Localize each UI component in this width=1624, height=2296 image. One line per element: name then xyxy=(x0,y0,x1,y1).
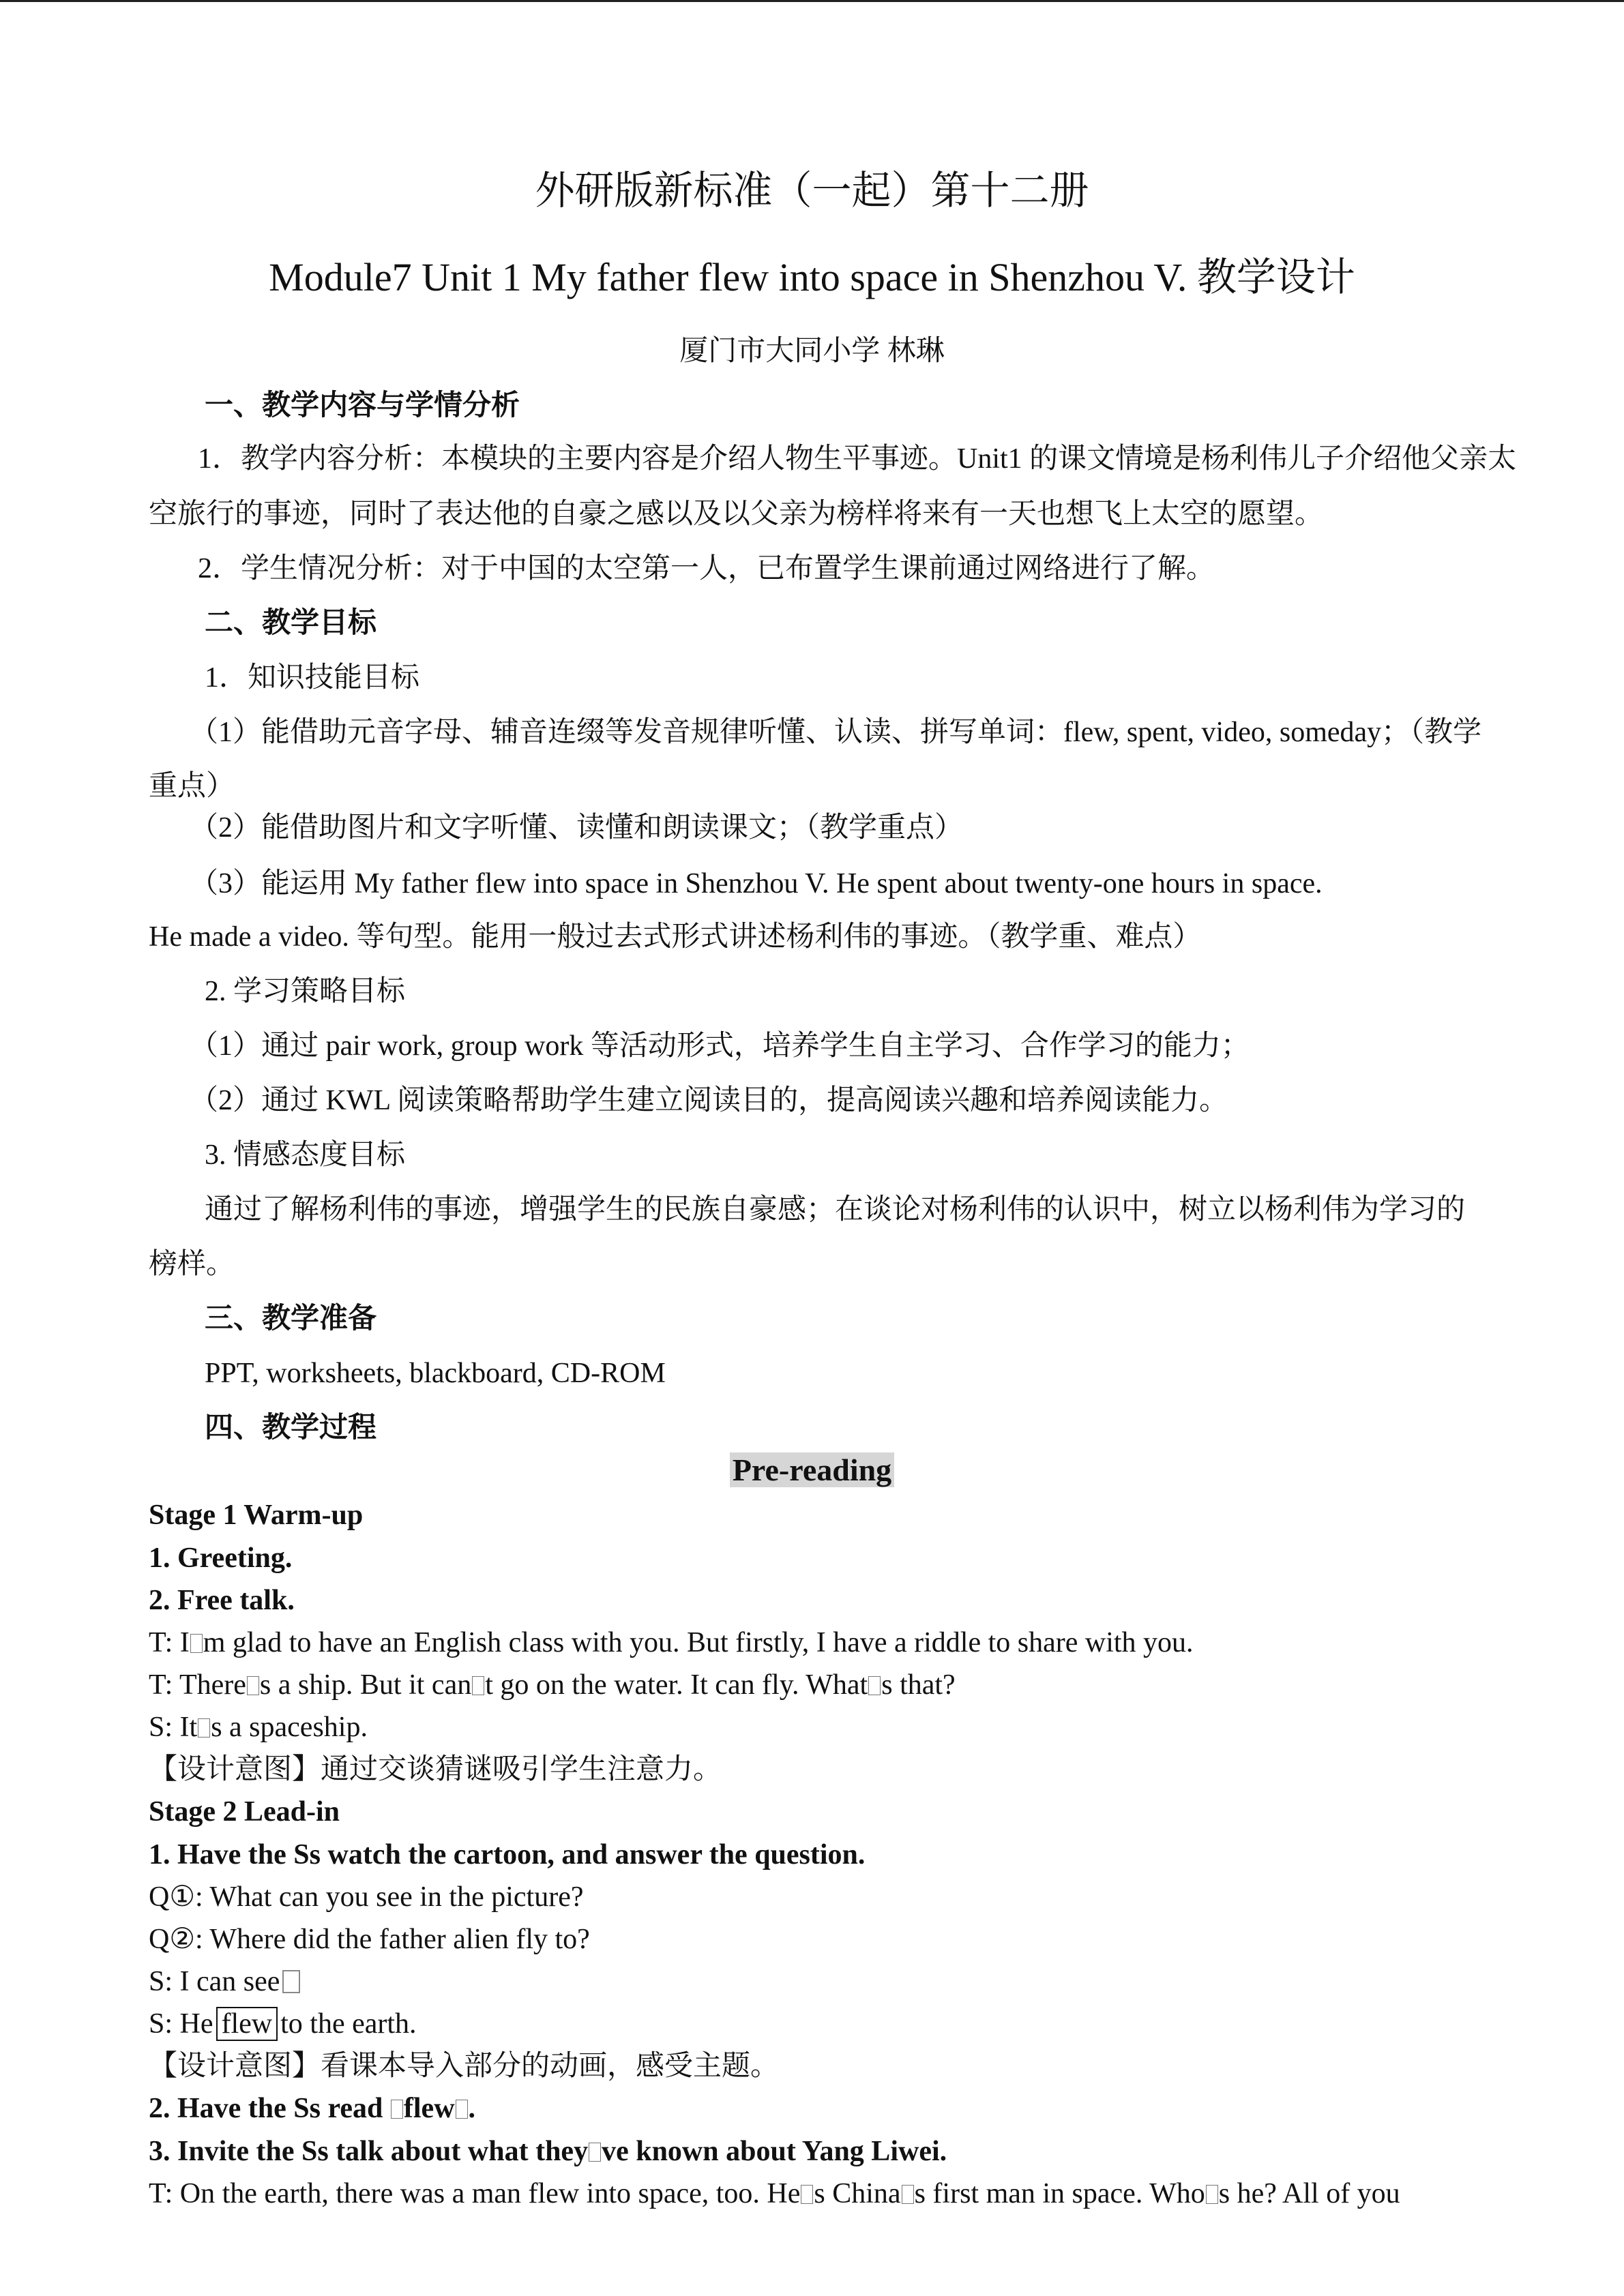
answer-text: to the earth. xyxy=(280,2008,417,2040)
missing-glyph-icon xyxy=(801,2185,813,2204)
missing-glyph-icon xyxy=(198,1718,210,1738)
dialogue-text: s a ship. But it can xyxy=(259,1669,472,1701)
missing-glyph-icon xyxy=(589,2143,601,2162)
document-title: 外研版新标准（一起）第十二册 xyxy=(535,168,1089,213)
answer-1 xyxy=(149,1963,300,2001)
phase-heading xyxy=(0,1451,1624,1489)
knowledge-goal-heading: 1．知识技能目标 xyxy=(205,662,420,694)
dialogue-teacher-2 xyxy=(149,1666,956,1704)
missing-glyph-icon xyxy=(391,2100,403,2119)
step-text: 2. Have the Ss read xyxy=(149,2093,390,2124)
step-text: . xyxy=(468,2093,476,2124)
strategy-goal-heading: 2. 学习策略目标 xyxy=(205,976,406,1007)
missing-glyph-icon xyxy=(868,1676,881,1695)
dialogue-text: m glad to have an English class with you. But firstly, I have a riddle to share with you. xyxy=(203,1627,1194,1658)
dialogue-text: T: I xyxy=(149,1627,190,1658)
missing-glyph-icon xyxy=(456,2100,468,2119)
materials-list: PPT, worksheets, blackboard, CD-ROM xyxy=(205,1358,666,1389)
knowledge-goal-3-line2: He made a video. 等句型。能用一般过去式形式讲述杨利伟的事迹。（教学重、难点） xyxy=(149,921,1202,953)
author-line: 厦门市大同小学 林琳 xyxy=(679,336,945,367)
design-intent-2: 【设计意图】看课本导入部分的动画，感受主题。 xyxy=(149,2051,780,2082)
section-4-heading: 四、教学过程 xyxy=(205,1412,377,1444)
knowledge-goal-2: （2）能借助图片和文字听懂、读懂和朗读课文；（教学重点） xyxy=(190,812,964,844)
section-2-heading: 二、教学目标 xyxy=(205,608,377,639)
document-subtitle: Module7 Unit 1 My father flew into space in Shenzhou V. 教学设计 xyxy=(269,255,1355,299)
content-analysis-line1: 1．教学内容分析：本模块的主要内容是介绍人物生平事迹。Unit1 的课文情境是杨利伟儿子介绍他父亲太 xyxy=(198,443,1517,475)
content-analysis-line2: 空旅行的事迹，同时了表达他的自豪之感以及以父亲为榜样将来有一天也想飞上太空的愿望。 xyxy=(149,498,1324,530)
step-text: 3. Invite the Ss talk about what they xyxy=(149,2136,589,2167)
step-free-talk: 2. Free talk. xyxy=(149,1585,295,1616)
emotion-goal-line1: 通过了解杨利伟的事迹，增强学生的民族自豪感；在谈论对杨利伟的认识中，树立以杨利伟为学习的 xyxy=(205,1194,1466,1225)
dialogue-text: t go on the water. It can fly. What xyxy=(485,1669,868,1701)
step-watch-cartoon: 1. Have the Ss watch the cartoon, and answer the question. xyxy=(149,1839,866,1870)
answer-2 xyxy=(149,2005,417,2043)
design-intent-1: 【设计意图】通过交谈猜谜吸引学生注意力。 xyxy=(149,1754,722,1785)
missing-glyph-icon xyxy=(902,2185,914,2204)
dialogue-text: s China xyxy=(814,2178,901,2209)
missing-glyph-icon xyxy=(472,1676,484,1695)
dialogue-teacher-1 xyxy=(149,1624,1194,1662)
boxed-word: flew xyxy=(216,2007,278,2041)
missing-glyph-icon xyxy=(247,1676,259,1695)
step-talk-yang-liwei xyxy=(149,2132,947,2171)
dialogue-text: S: It xyxy=(149,1712,198,1743)
missing-glyph-icon xyxy=(1206,2185,1218,2204)
knowledge-goal-3-line1: （3）能运用 My father flew into space in Shenzhou V. He spent about twenty-one hours in space. xyxy=(190,868,1323,899)
step-greeting: 1. Greeting. xyxy=(149,1542,293,1574)
dialogue-text: T: On the earth, there was a man flew into space, too. He xyxy=(149,2178,801,2209)
dialogue-teacher-3 xyxy=(149,2175,1400,2213)
dialogue-text: s he? All of you xyxy=(1218,2178,1400,2209)
step-text: ve known about Yang Liwei. xyxy=(602,2136,947,2167)
phase-label: Pre-reading xyxy=(730,1452,894,1487)
dialogue-text: s that? xyxy=(881,1669,956,1701)
strategy-goal-2: （2）通过 KWL 阅读策略帮助学生建立阅读目的，提高阅读兴趣和培养阅读能力。 xyxy=(190,1085,1228,1116)
question-1: Q①: What can you see in the picture? xyxy=(149,1881,584,1913)
question-2: Q②: Where did the father alien fly to? xyxy=(149,1924,590,1955)
section-1-heading: 一、教学内容与学情分析 xyxy=(205,390,520,421)
emotion-goal-line2: 榜样。 xyxy=(149,1249,235,1280)
dialogue-text: s first man in space. Who xyxy=(914,2178,1205,2209)
stage-1-heading: Stage 1 Warm-up xyxy=(149,1500,364,1531)
missing-glyph-icon xyxy=(190,1634,203,1653)
knowledge-goal-1-line1: （1）能借助元音字母、辅音连缀等发音规律听懂、认读、拼写单词：flew, spent, video, someday；（教学 xyxy=(190,717,1482,748)
answer-text: S: He xyxy=(149,2008,213,2040)
missing-glyph-icon xyxy=(282,1970,300,1993)
answer-text: S: I can see xyxy=(149,1966,280,1997)
dialogue-text: T: There xyxy=(149,1669,246,1701)
knowledge-goal-1-line2: 重点） xyxy=(149,771,235,802)
student-analysis: 2．学生情况分析：对于中国的太空第一人，已布置学生课前通过网络进行了解。 xyxy=(198,553,1215,584)
stage-2-heading: Stage 2 Lead-in xyxy=(149,1796,340,1828)
dialogue-text: s a spaceship. xyxy=(211,1712,368,1743)
section-3-heading: 三、教学准备 xyxy=(205,1303,377,1335)
strategy-goal-1: （1）通过 pair work, group work 等活动形式，培养学生自主学习、合作学习的能力； xyxy=(190,1030,1250,1062)
step-text: flew xyxy=(403,2093,455,2124)
emotion-goal-heading: 3. 情感态度目标 xyxy=(205,1139,406,1171)
step-read-flew xyxy=(149,2089,475,2128)
dialogue-student-1 xyxy=(149,1708,368,1746)
